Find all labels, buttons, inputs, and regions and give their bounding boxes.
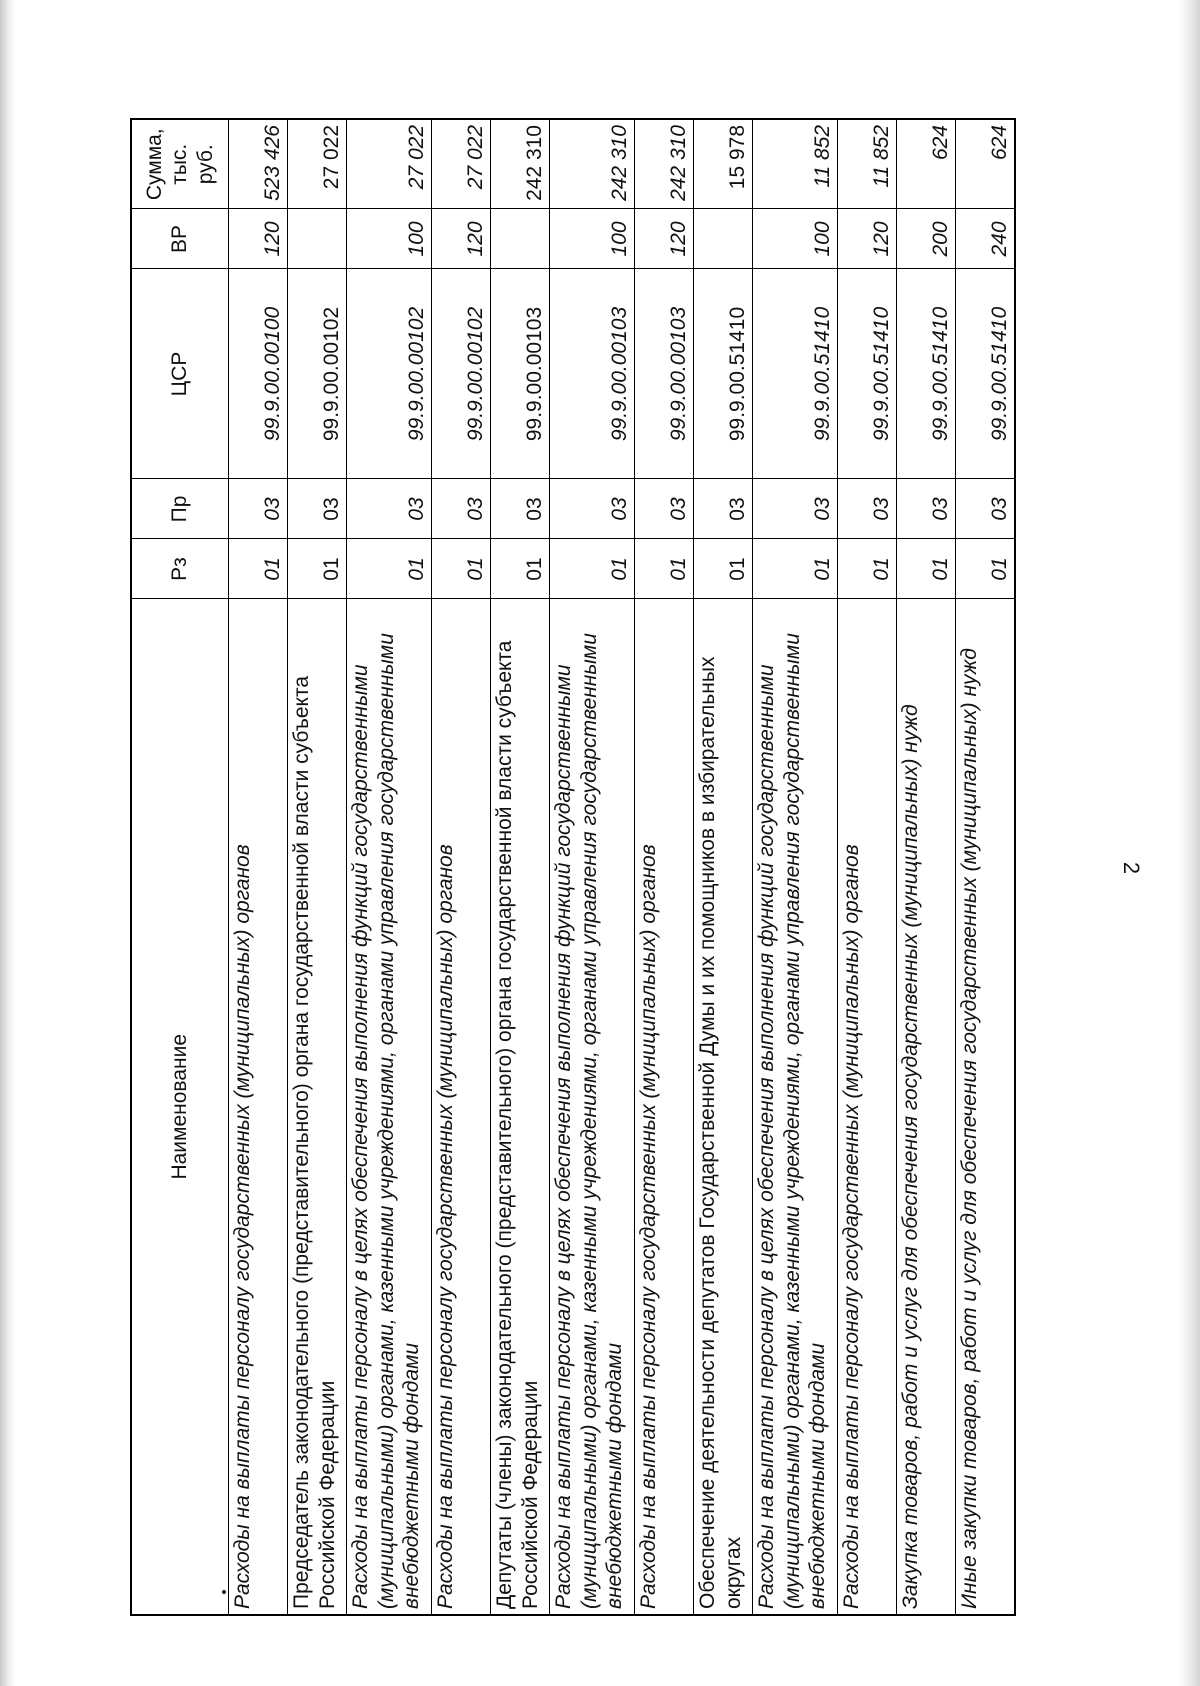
cell-name: Депутаты (члены) законодательного (представительного) органа государственной власти субъекта Российской Федерации <box>491 599 550 1615</box>
cell-sum: 11 852 <box>753 119 838 209</box>
cell-pr: 03 <box>347 479 432 539</box>
table-row <box>753 119 838 1615</box>
cell-csr: 99.9.00.00102 <box>347 269 432 479</box>
cell-pr: 03 <box>897 479 956 539</box>
cell-csr: 99.9.00.51410 <box>897 269 956 479</box>
cell-vr: 120 <box>432 209 491 269</box>
cell-rz: 01 <box>229 539 288 599</box>
cell-rz: 01 <box>347 539 432 599</box>
budget-table <box>130 118 1016 1616</box>
cell-name: Закупка товаров, работ и услуг для обеспечения государственных (муниципальных) нужд <box>897 599 956 1615</box>
cell-sum: 242 310 <box>550 119 635 209</box>
cell-pr: 03 <box>432 479 491 539</box>
table-header-row <box>131 119 229 1615</box>
cell-sum: 242 310 <box>491 119 550 209</box>
cell-vr: 200 <box>897 209 956 269</box>
cell-sum: 624 <box>956 119 1016 209</box>
cell-rz: 01 <box>956 539 1016 599</box>
cell-vr: 240 <box>956 209 1016 269</box>
cell-rz: 01 <box>897 539 956 599</box>
cell-pr: 03 <box>491 479 550 539</box>
table-row <box>694 119 753 1615</box>
table-row <box>347 119 432 1615</box>
table-row <box>288 119 347 1615</box>
page-number: 2 <box>1119 861 1144 875</box>
cell-name: Расходы на выплаты персоналу государственных (муниципальных) органов <box>838 599 897 1615</box>
cell-csr: 99.9.00.00103 <box>491 269 550 479</box>
cell-pr: 03 <box>229 479 288 539</box>
cell-vr: 120 <box>635 209 694 269</box>
cell-sum: 15 978 <box>694 119 753 209</box>
header-pr: Пр <box>131 479 229 539</box>
cell-rz: 01 <box>838 539 897 599</box>
cell-pr: 03 <box>288 479 347 539</box>
table-row <box>635 119 694 1615</box>
cell-vr <box>694 209 753 269</box>
cell-sum: 11 852 <box>838 119 897 209</box>
cell-sum: 27 022 <box>288 119 347 209</box>
table-row <box>491 119 550 1615</box>
header-name: Наименование <box>131 599 229 1615</box>
cell-sum: 523 426 <box>229 119 288 209</box>
cell-name: Расходы на выплаты персоналу в целях обеспечения выполнения функций государственными (муниципальными) органами, казенными учреждениями, органами управления государственными внебюджетными фондами <box>347 599 432 1615</box>
cell-vr: 100 <box>550 209 635 269</box>
cell-rz: 01 <box>635 539 694 599</box>
cell-csr: 99.9.00.00100 <box>229 269 288 479</box>
scan-edge-right <box>1178 0 1200 1686</box>
cell-pr: 03 <box>956 479 1016 539</box>
cell-vr: 120 <box>229 209 288 269</box>
cell-csr: 99.9.00.51410 <box>838 269 897 479</box>
table-row <box>838 119 897 1615</box>
header-csr: ЦСР <box>131 269 229 479</box>
header-rz: Рз <box>131 539 229 599</box>
cell-sum: 27 022 <box>347 119 432 209</box>
table-row <box>229 119 288 1615</box>
cell-name: Расходы на выплаты персоналу в целях обеспечения выполнения функций государственными (муниципальными) органами, казенными учреждениями, органами управления государственными внебюджетными фондами <box>550 599 635 1615</box>
cell-sum: 242 310 <box>635 119 694 209</box>
cell-pr: 03 <box>753 479 838 539</box>
table-row <box>897 119 956 1615</box>
cell-name: Иные закупки товаров, работ и услуг для обеспечения государственных (муниципальных) нужд <box>956 599 1016 1615</box>
cell-vr <box>288 209 347 269</box>
table-row <box>956 119 1016 1615</box>
table-row <box>432 119 491 1615</box>
header-sum: Сумма, тыс. руб. <box>131 119 229 209</box>
cell-rz: 01 <box>491 539 550 599</box>
cell-name: Расходы на выплаты персоналу государственных (муниципальных) органов <box>635 599 694 1615</box>
cell-vr: 100 <box>753 209 838 269</box>
cell-csr: 99.9.00.51410 <box>753 269 838 479</box>
cell-vr <box>491 209 550 269</box>
cell-csr: 99.9.00.51410 <box>956 269 1016 479</box>
table-row <box>550 119 635 1615</box>
cell-csr: 99.9.00.00102 <box>288 269 347 479</box>
cell-sum: 27 022 <box>432 119 491 209</box>
cell-sum: 624 <box>897 119 956 209</box>
cell-name: Расходы на выплаты персоналу государственных (муниципальных) органов <box>229 599 288 1615</box>
cell-pr: 03 <box>838 479 897 539</box>
cell-name: Расходы на выплаты персоналу в целях обеспечения выполнения функций государственными (муниципальными) органами, казенными учреждениями, органами управления государственными внебюджетными фондами <box>753 599 838 1615</box>
cell-pr: 03 <box>550 479 635 539</box>
scan-edge-left <box>0 0 16 1686</box>
cell-pr: 03 <box>635 479 694 539</box>
cell-csr: 99.9.00.00103 <box>550 269 635 479</box>
cell-name: Председатель законодательного (представительного) органа государственной власти субъекта Российской Федерации <box>288 599 347 1615</box>
cell-csr: 99.9.00.00103 <box>635 269 694 479</box>
cell-vr: 120 <box>838 209 897 269</box>
cell-rz: 01 <box>288 539 347 599</box>
cell-vr: 100 <box>347 209 432 269</box>
cell-rz: 01 <box>694 539 753 599</box>
cell-name: Расходы на выплаты персоналу государственных (муниципальных) органов <box>432 599 491 1615</box>
cell-name: Обеспечение деятельности депутатов Государственной Думы и их помощников в избирательных округах <box>694 599 753 1615</box>
cell-rz: 01 <box>753 539 838 599</box>
rotated-page-content <box>130 76 1144 1616</box>
cell-pr: 03 <box>694 479 753 539</box>
cell-csr: 99.9.00.51410 <box>694 269 753 479</box>
cell-rz: 01 <box>550 539 635 599</box>
header-vr: ВР <box>131 209 229 269</box>
cell-rz: 01 <box>432 539 491 599</box>
cell-csr: 99.9.00.00102 <box>432 269 491 479</box>
